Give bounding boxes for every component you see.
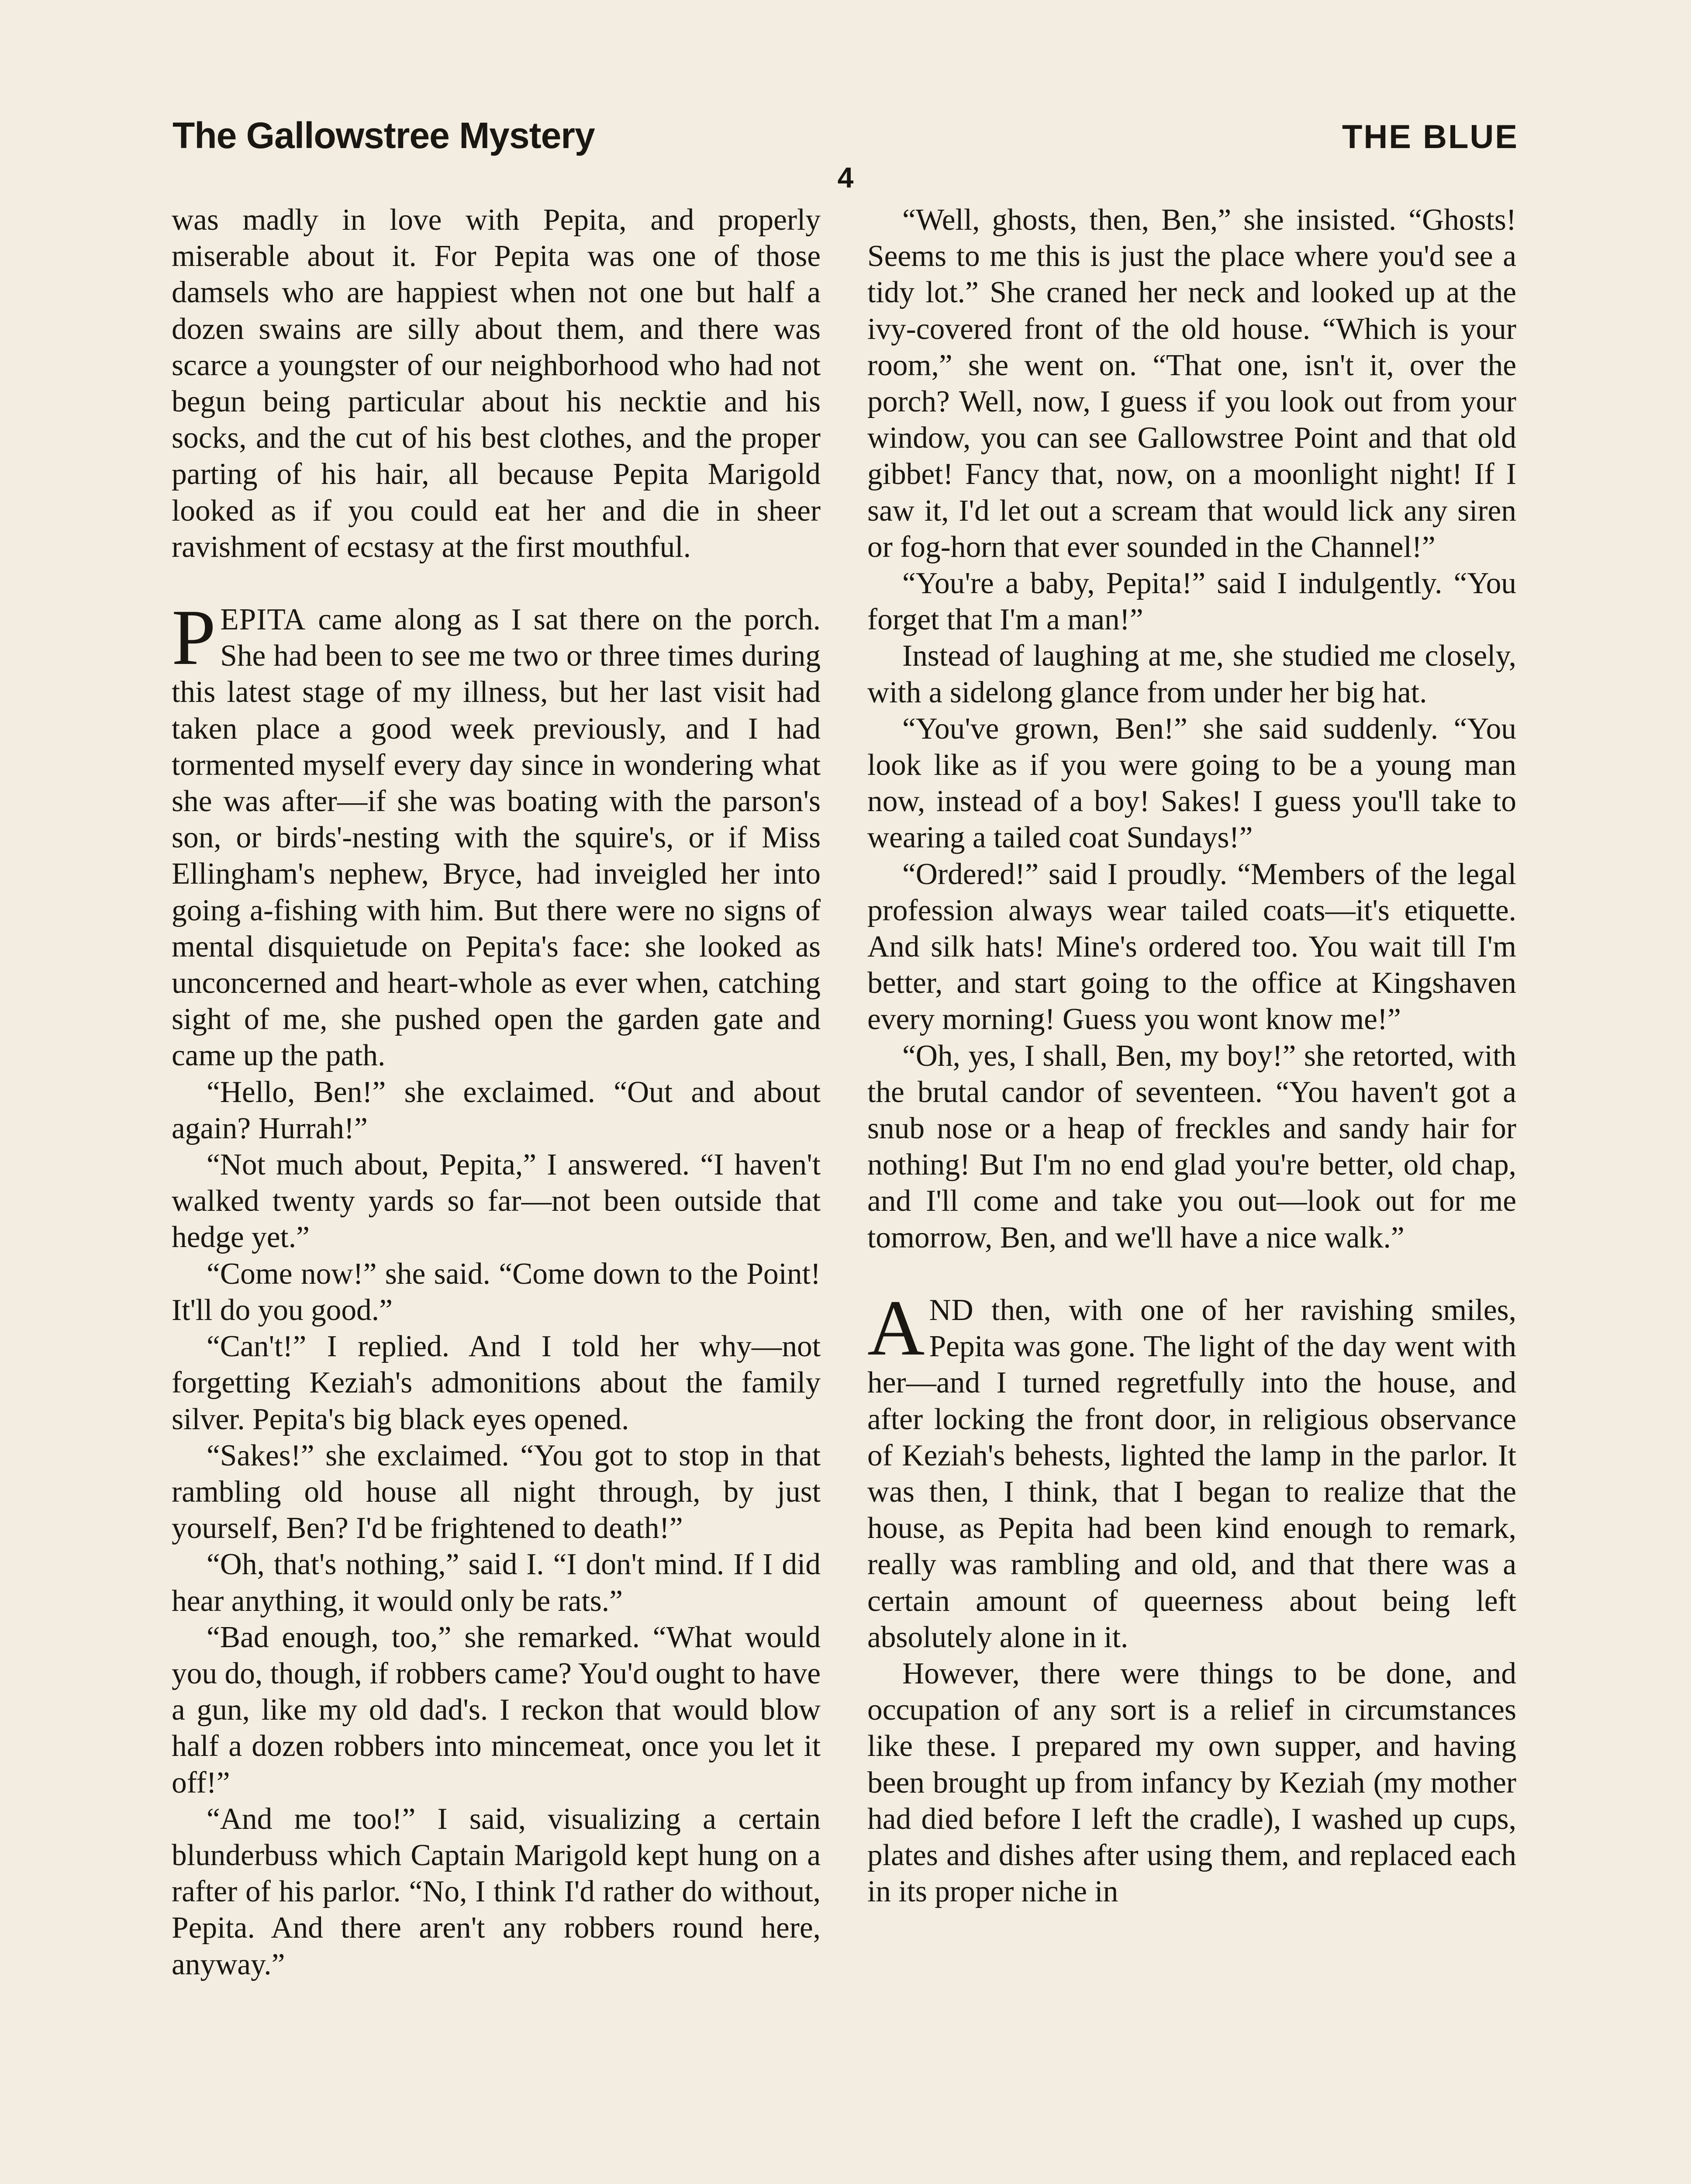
small-caps-lead: EPITA [220,603,306,637]
drop-cap: A [867,1284,925,1372]
story-title: The Gallowstree Mystery [173,115,595,156]
small-caps-lead: ND [929,1293,974,1327]
paragraph: “Bad enough, too,” she remarked. “What would you do, though, if robbers came? You'd ought to have a gun, like my old dad's. I reckon that would blow half a dozen robbers into mincemeat, once you let it off!” [172,1620,821,1800]
left-column [172,202,821,1983]
paragraph: “And me too!” I said, visualizing a certain blunderbuss which Captain Marigold kept hung on a rafter of his parlor. “No, I think I'd rather do without, Pepita. And there aren't any robbers round here, anyway.” [172,1802,821,1981]
paragraph: “You're a baby, Pepita!” said I indulgently. “You forget that I'm a man!” [867,567,1516,637]
paragraph: was madly in love with Pepita, and properly miserable about it. For Pepita was one of those damsels who are happiest when not one but half a dozen swains are silly about them, and there was scarce a youngster of our neighborhood who had not begun being particular about his necktie and his socks, and the cut of his best clothes, and the proper parting of his hair, all because Pepita Marigold looked as if you could eat her and die in sheer ravishment of ecstasy at the first mouthful. [172,203,821,564]
drop-cap: P [172,594,216,682]
paragraph: “Not much about, Pepita,” I answered. “I haven't walked twenty yards so far—not been outside that hedge yet.” [172,1148,821,1254]
right-column [867,202,1516,1910]
paragraph-dropcap [867,1284,1516,1655]
paragraph-text: then, with one of her ravishing smiles, Pepita was gone. The light of the day went with her—and I turned regretfully into the house, and after locking the front door, in religious observance of Keziah's behests, lighted the lamp in the parlor. It was then, I think, that I began to realize that the house, as Pepita had been kind enough to remark, really was rambling and old, and that there was a certain amount of queerness about being left absolutely alone in it. [867,1293,1516,1654]
paragraph: “Well, ghosts, then, Ben,” she insisted. “Ghosts! Seems to me this is just the place where you'd see a tidy lot.” She craned her neck and looked up at the ivy-covered front of the old house. “Which is your room,” she went on. “That one, isn't it, over the porch? Well, now, I guess if you look out from your window, you can see Gallowstree Point and that old gibbet! Fancy that, now, on a moonlight night! If I saw it, I'd let out a scream that would lick any siren or fog-horn that ever sounded in the Channel!” [867,203,1516,564]
paragraph: “Oh, that's nothing,” said I. “I don't mind. If I did hear anything, it would only be rats.” [172,1548,821,1618]
paragraph-dropcap [172,594,821,1074]
paragraph: “Can't!” I replied. And I told her why—not forgetting Keziah's admonitions about the family silver. Pepita's big black eyes opened. [172,1330,821,1436]
paragraph: “Oh, yes, I shall, Ben, my boy!” she retorted, with the brutal candor of seventeen. “You haven't got a snub nose or a heap of freckles and sandy hair for nothing! But I'm no end glad you're better, old chap, and I'll come and take you out—look out for me tomorrow, Ben, and we'll have a nice walk.” [867,1039,1516,1254]
paragraph: Instead of laughing at me, she studied me closely, with a sidelong glance from under her big hat. [867,639,1516,709]
magazine-name: THE BLUE [1342,118,1518,156]
paragraph: “Hello, Ben!” she exclaimed. “Out and about again? Hurrah!” [172,1075,821,1145]
paragraph: “Ordered!” said I proudly. “Members of the legal profession always wear tailed coats—it's etiquette. And silk hats! Mine's ordered too. You wait till I'm better, and start going to the office at Kingshaven every morning! Guess you wont know me!” [867,857,1516,1037]
paragraph: “Sakes!” she exclaimed. “You got to stop in that rambling old house all night through, by just yourself, Ben? I'd be frightened to death!” [172,1438,821,1545]
paragraph: “You've grown, Ben!” she said suddenly. “You look like as if you were going to be a young man now, instead of a boy! Sakes! I guess you'll take to wearing a tailed coat Sundays!” [867,712,1516,855]
paragraph-text: came along as I sat there on the porch. She had been to see me two or three times during this latest stage of my illness, but her last visit had taken place a good week previously, and I had tormented myself every day since in wondering what she was after—if she was boating with the parson's son, or birds'-nesting with the squire's, or if Miss Ellingham's nephew, Bryce, had inveigled her into going a-fishing with him. But there were no signs of mental disquietude on Pepita's face: she looked as unconcerned and heart-whole as ever when, catching sight of me, she pushed open the garden gate and came up the path. [172,603,821,1073]
paragraph: However, there were things to be done, and occupation of any sort is a relief in circumstances like these. I prepared my own supper, and having been brought up from infancy by Keziah (my mother had died before I left the cradle), I washed up cups, plates and dishes after using them, and replaced each in its proper niche in [867,1656,1516,1909]
page-number: 4 [837,161,854,194]
paragraph: “Come now!” she said. “Come down to the Point! It'll do you good.” [172,1257,821,1327]
